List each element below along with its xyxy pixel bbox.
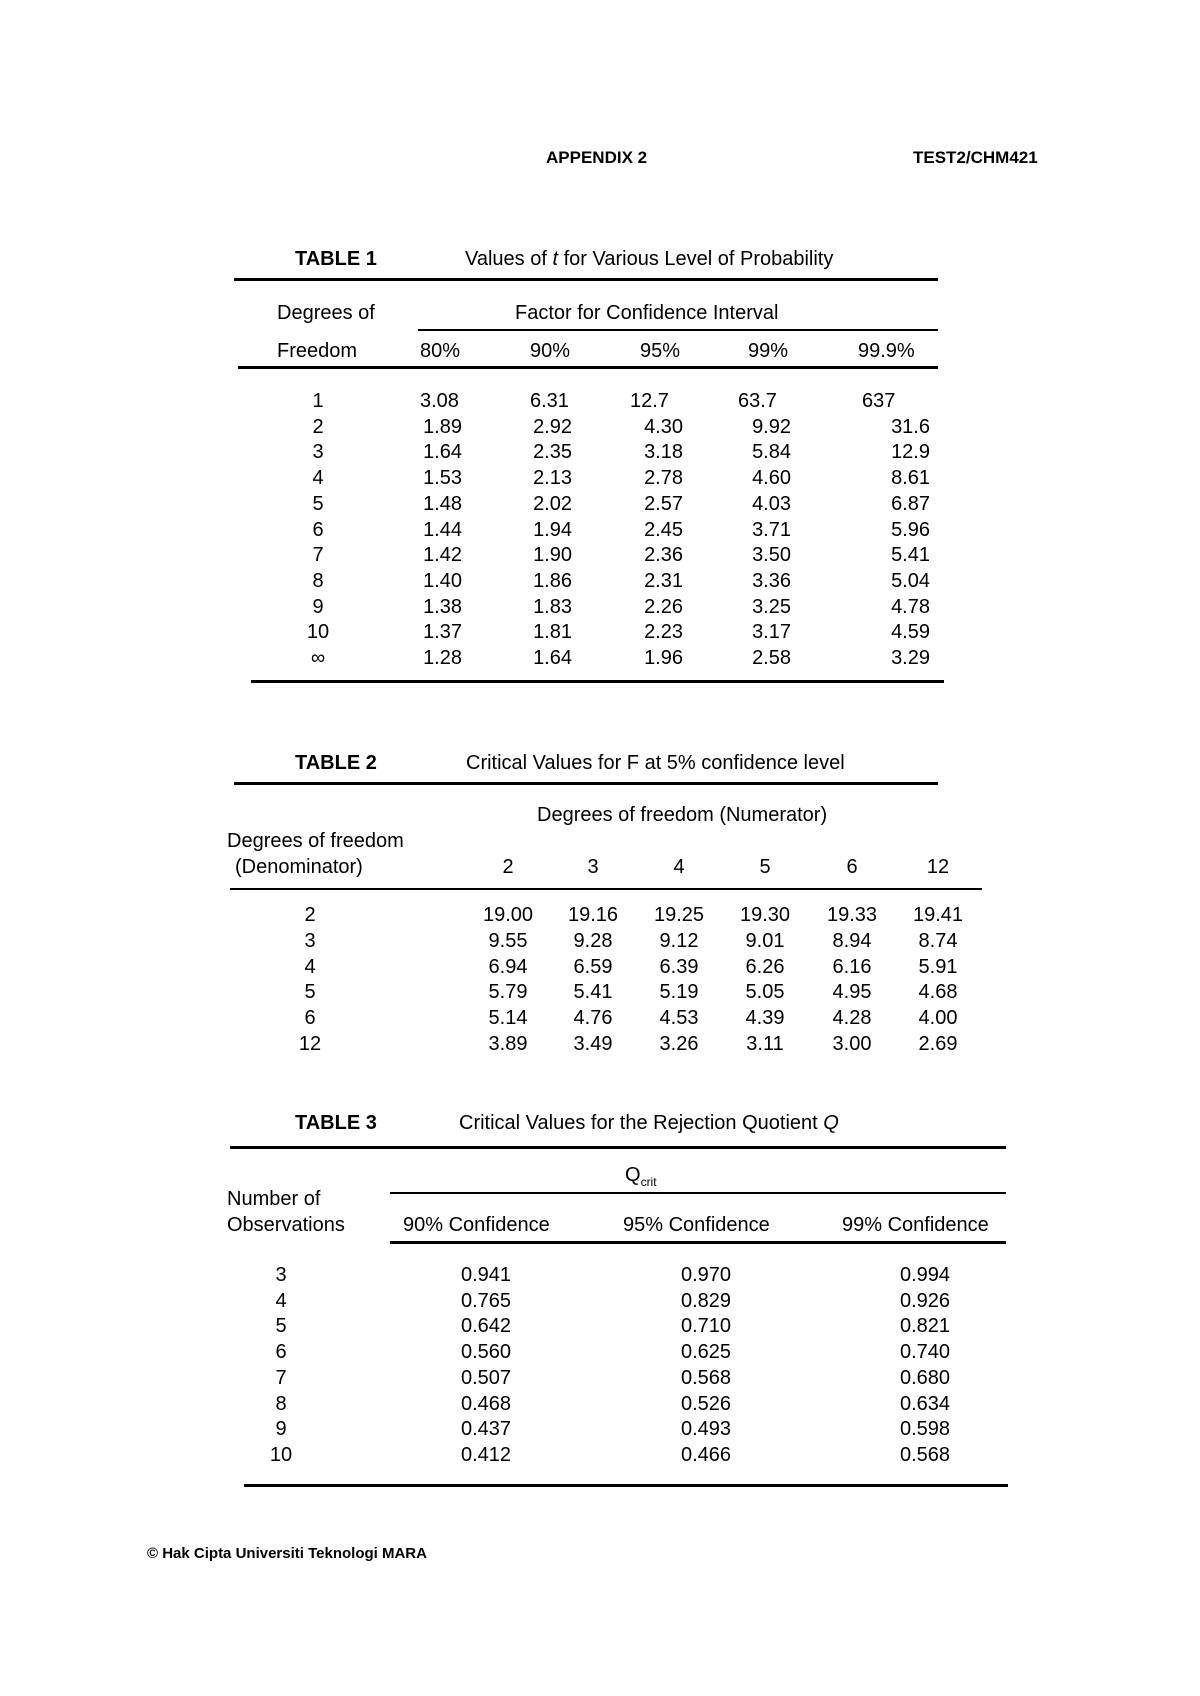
table-cell: 5.79 [488,981,528,1004]
table-cell: 2.57 [644,492,683,515]
table-cell: 2.35 [533,441,572,464]
table-cell: 2.31 [644,569,683,592]
table-1-col-header: 99.9% [858,340,915,362]
table-2-col-header: 6 [846,856,858,878]
table-cell: 1.53 [423,467,462,490]
table-cell: 5.05 [745,981,785,1004]
table-cell: 3.17 [752,621,791,644]
table-cell: 19.25 [653,904,705,926]
table-2-col-header: 2 [502,856,514,878]
table-cell: 12.9 [891,441,930,464]
table-cell: 2.69 [918,1033,958,1055]
table-3-col-header: 99% Confidence [842,1214,989,1236]
table-cell: 5.41 [573,981,613,1004]
table-cell: 2.45 [644,518,683,541]
table-cell: 6.94 [488,955,528,978]
table-3-top-rule [230,1146,1006,1149]
table-cell: 0.634 [899,1392,951,1415]
table-cell: 3.49 [573,1033,613,1055]
table-3-group-rule [390,1192,1006,1194]
table-3-col-header: 95% Confidence [623,1214,770,1236]
table-2-col0-line1: Degrees of freedom [227,830,404,852]
table-cell: 4.59 [891,621,930,644]
table-cell: 3.18 [644,441,683,464]
table-cell: 4.95 [832,981,872,1004]
table-cell: 6.31 [530,390,569,412]
table-3-col-header: 90% Confidence [403,1214,550,1236]
table-cell: 3.08 [420,390,459,412]
table-cell: 6.59 [573,955,613,978]
table-cell: 3.50 [752,544,791,567]
table-cell: 0.568 [899,1443,951,1466]
table-cell: 4.28 [832,1007,872,1030]
table-2-col-header: 3 [587,856,599,878]
table-cell: 63.7 [738,390,777,412]
table-cell: 1.37 [423,621,462,644]
table-cell: 1.40 [423,569,462,592]
table-1-col0-line1: Degrees of [277,302,375,324]
table-cell: 6.39 [659,955,699,978]
table-cell: 4.76 [573,1007,613,1030]
table-cell: 4.78 [891,595,930,618]
table-cell: 6.16 [832,955,872,978]
table-2-label: TABLE 2 [295,752,377,774]
table-cell: 5.19 [659,981,699,1004]
table-1-group-header: Factor for Confidence Interval [515,302,779,324]
table-cell: 9.92 [752,415,791,438]
table-cell: 3.36 [752,569,791,592]
table-3-group-header: $Q_{crit}$ [625,1164,657,1189]
table-cell: 6.26 [745,955,785,978]
table-cell: 0.526 [680,1392,732,1415]
table-cell: 6 [304,1007,316,1030]
table-cell: 5.96 [891,518,930,541]
table-cell: 0.970 [680,1264,732,1286]
table-cell: 10 [269,1443,293,1466]
table-cell: 0.680 [899,1366,951,1389]
table-cell: 9.12 [659,929,699,952]
table-cell: 19.41 [912,904,964,926]
table-3-col0-line2: Observations [227,1214,345,1236]
table-cell: 2.58 [752,647,791,669]
table-3-bottom-rule [244,1484,1008,1487]
table-cell: 0.642 [460,1315,512,1338]
table-2-header-rule [230,888,982,890]
table-cell: 3.25 [752,595,791,618]
table-cell: 1.28 [423,647,462,669]
table-1-col-header: 80% [420,340,461,362]
table-cell: 2.13 [533,467,572,490]
table-cell: 1.96 [644,647,683,669]
table-cell: 2 [312,415,324,438]
table-cell: 0.598 [899,1418,951,1441]
table-cell: 4.60 [752,467,791,490]
table-cell: 1.86 [533,569,572,592]
table-2-title: Critical Values for F at 5% confidence level [466,752,845,774]
table-1-label: TABLE 1 [295,248,377,270]
table-1-title: Values of t for Various Level of Probability [465,248,834,270]
table-cell: 3 [275,1264,287,1286]
table-1-col-header: 90% [530,340,571,362]
table-cell: 0.493 [680,1418,732,1441]
table-cell: 19.00 [482,904,534,926]
table-cell: 2 [304,904,316,926]
table-cell: 19.16 [567,904,619,926]
table-cell: 5.04 [891,569,930,592]
table-cell: 5.41 [891,544,930,567]
table-cell: 0.466 [680,1443,732,1466]
table-cell: 4.39 [745,1007,785,1030]
table-cell: 0.829 [680,1289,732,1312]
table-cell: 0.740 [899,1341,951,1364]
table-cell: 6.87 [891,492,930,515]
table-cell: 4.00 [918,1007,958,1030]
table-1-col-header: 99% [748,340,789,362]
table-cell: 1.89 [423,415,462,438]
table-cell: 8.94 [832,929,872,952]
table-cell: 5 [275,1315,287,1338]
table-3-title: Critical Values for the Rejection Quotient Q [459,1112,839,1134]
table-cell: 12 [298,1033,322,1055]
table-cell: 1.42 [423,544,462,567]
table-cell: 2.92 [533,415,572,438]
table-cell: 5.14 [488,1007,528,1030]
table-cell: 5.91 [918,955,958,978]
course-code: TEST2/CHM421 [913,148,1038,167]
table-cell: 5 [304,981,316,1004]
table-cell: 0.941 [460,1264,512,1286]
table-2-top-rule [234,782,938,785]
table-cell: 6 [312,518,324,541]
table-2-col-header: 12 [926,856,950,878]
table-cell: 3.00 [832,1033,872,1055]
table-cell: 6 [275,1341,287,1364]
table-1-top-rule [234,278,938,281]
table-cell: 2.02 [533,492,572,515]
table-cell: 0.710 [680,1315,732,1338]
table-cell: 2.26 [644,595,683,618]
table-1-bottom-rule [251,680,944,683]
table-cell: 5.84 [752,441,791,464]
table-cell: 0.821 [899,1315,951,1338]
table-cell: 1.38 [423,595,462,618]
table-cell: 3.11 [746,1033,784,1055]
table-cell: 1.64 [423,441,462,464]
table-cell: 0.507 [460,1366,512,1389]
table-cell: 0.568 [680,1366,732,1389]
table-cell: 9.01 [745,929,785,952]
table-2-group-header: Degrees of freedom (Numerator) [537,804,828,826]
table-cell: 1.83 [533,595,572,618]
table-cell: 1.44 [423,518,462,541]
table-cell: 0.468 [460,1392,512,1415]
table-cell: 3 [304,929,316,952]
table-cell: 2.78 [644,467,683,490]
table-cell: 3.26 [659,1033,699,1055]
copyright: © Hak Cipta Universiti Teknologi MARA [147,1545,427,1562]
table-cell: 9 [312,595,324,618]
table-cell: 4 [312,467,324,490]
table-cell: 1.64 [533,647,572,669]
table-cell: 7 [312,544,324,567]
table-cell: 19.30 [739,904,791,926]
table-cell: 0.926 [899,1289,951,1312]
table-cell: 2.23 [644,621,683,644]
table-cell: 3.29 [891,647,930,669]
table-cell: 3 [312,441,324,464]
table-cell: 8 [312,569,324,592]
table-cell: 4.68 [918,981,958,1004]
table-cell: 9.28 [573,929,613,952]
table-cell: 7 [275,1366,287,1389]
table-cell: 1.94 [533,518,572,541]
table-cell: 5 [312,492,324,515]
appendix-title: APPENDIX 2 [546,148,648,167]
table-cell: 4 [304,955,316,978]
table-cell: 0.412 [460,1443,512,1466]
table-cell: 1.48 [423,492,462,515]
table-cell: 3.89 [488,1033,528,1055]
table-2-col-header: 5 [759,856,771,878]
table-cell: 3.71 [752,518,791,541]
table-cell: 2.36 [644,544,683,567]
table-cell: 19.33 [826,904,878,926]
table-1-group-rule [418,329,938,331]
table-cell: 4 [275,1289,287,1312]
table-2-col0-line2: (Denominator) [235,856,363,878]
table-cell: 4.53 [659,1007,699,1030]
table-cell: 0.625 [680,1341,732,1364]
table-cell: 0.437 [460,1418,512,1441]
table-3-header-rule [390,1241,1006,1244]
table-cell: 8.74 [918,929,958,952]
table-2-col-header: 4 [673,856,685,878]
table-cell: 1 [312,390,324,412]
table-cell: 0.765 [460,1289,512,1312]
table-1-col0-line2: Freedom [277,340,358,362]
table-cell: 1.90 [533,544,572,567]
table-cell: 1.81 [533,621,572,644]
table-cell: 8 [275,1392,287,1415]
table-3-label: TABLE 3 [295,1112,377,1134]
table-cell: 31.6 [891,415,930,438]
table-cell: 10 [306,621,330,644]
table-cell: 8.61 [891,467,930,490]
table-cell: ∞ [310,647,326,669]
table-cell: 0.994 [899,1264,951,1286]
table-1-header-rule [238,366,938,369]
table-cell: 9 [275,1418,287,1441]
table-cell: 637 [862,390,896,412]
table-cell: 4.30 [644,415,683,438]
table-cell: 0.560 [460,1341,512,1364]
table-3-col0-line1: Number of [227,1188,321,1210]
table-cell: 9.55 [488,929,528,952]
table-cell: 4.03 [752,492,791,515]
table-1-col-header: 95% [640,340,681,362]
table-cell: 12.7 [630,390,669,412]
